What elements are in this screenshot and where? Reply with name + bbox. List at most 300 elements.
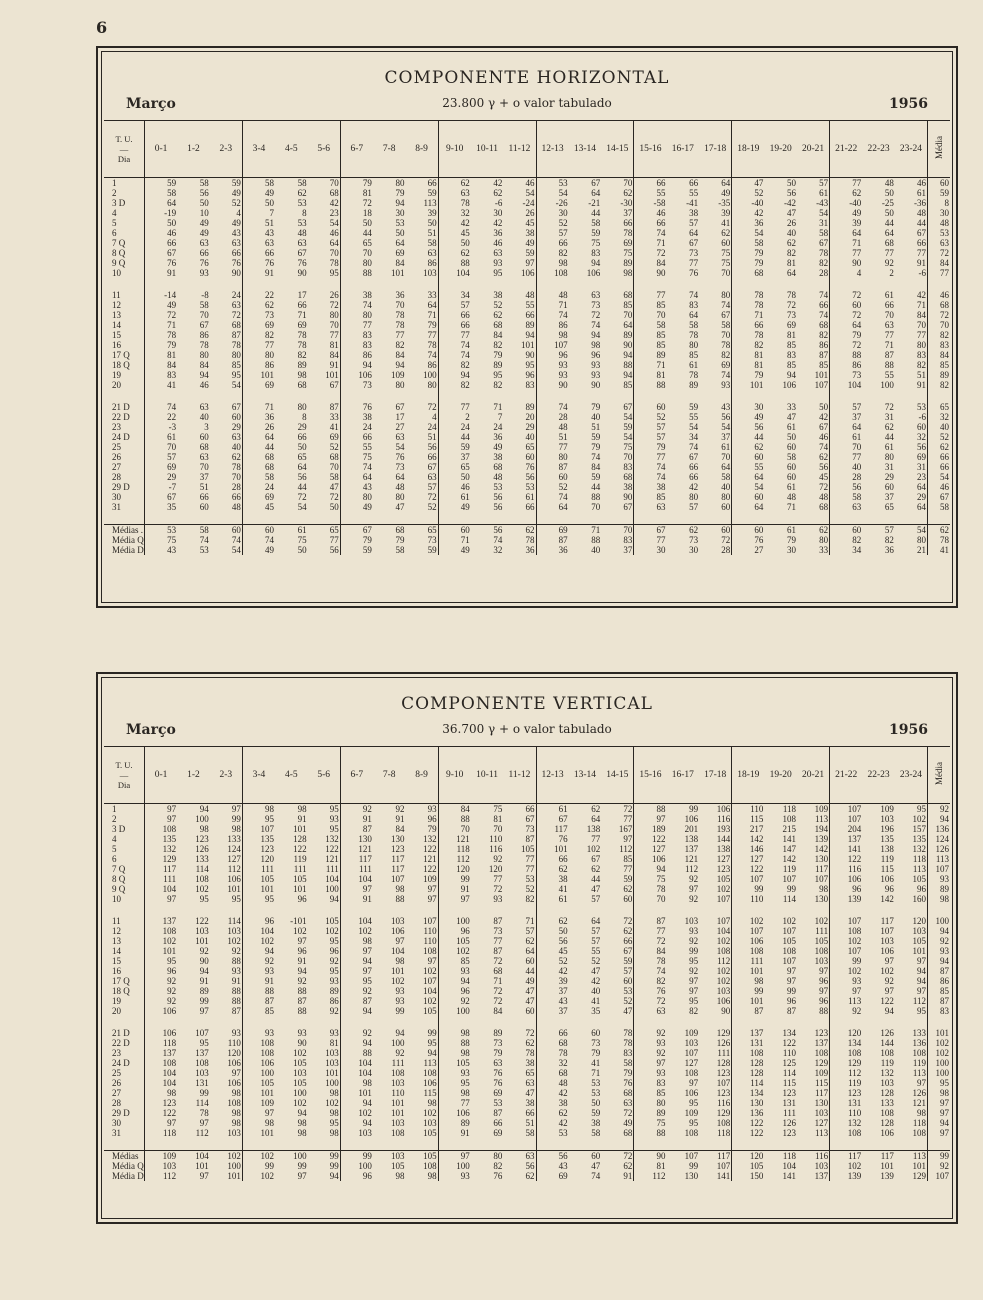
cell-value: 80	[340, 258, 373, 268]
cell-value: 108	[782, 814, 796, 824]
cell-value: 95	[689, 996, 699, 1006]
cell-value: 47	[525, 986, 535, 996]
cell-value: 92	[634, 1028, 667, 1038]
day-label: 3 D	[104, 824, 145, 834]
cell-value: 29	[167, 472, 177, 482]
cell-value: 88	[438, 1038, 471, 1048]
cell-value: 81	[787, 330, 796, 340]
cell-value: 42	[732, 208, 765, 218]
cell-value: 119	[912, 1058, 926, 1068]
cell-value: 44	[591, 482, 601, 492]
cell-value: 93	[395, 996, 405, 1006]
cell-value: 74	[721, 300, 731, 310]
cell-value: 127	[684, 1058, 699, 1068]
cell-value: 62	[819, 452, 829, 462]
cell-value: 65	[525, 1068, 535, 1078]
cell-value: 31	[884, 462, 894, 472]
cell-value: 47	[591, 884, 601, 894]
spacer-cell	[634, 512, 667, 525]
cell-value: 108	[391, 1128, 405, 1138]
cell-value: 62	[732, 442, 765, 452]
cell-value: 81	[493, 814, 503, 824]
cell-value: 72	[340, 198, 373, 208]
cell-value: 78	[623, 1028, 633, 1038]
cell-value: 68	[329, 188, 339, 198]
cell-value: 82	[493, 340, 503, 350]
cell-value: 108	[242, 1038, 275, 1048]
cell-value: 58	[591, 218, 601, 228]
cell-value: 85	[623, 380, 633, 390]
spacer-cell	[438, 390, 471, 402]
cell-value: 105	[732, 1161, 765, 1171]
cell-value: 60	[623, 976, 633, 986]
cell-value: 61	[787, 482, 796, 492]
cell-value: 68	[536, 1038, 569, 1048]
cell-value: 80	[395, 178, 405, 188]
cell-value: 56	[732, 422, 765, 432]
cell-value: 94	[884, 1006, 894, 1016]
cell-value: 132	[830, 1118, 863, 1128]
vertical-header	[104, 674, 950, 747]
spacer-cell	[928, 512, 951, 525]
table-row	[104, 814, 950, 824]
cell-value: 103	[912, 926, 926, 936]
spacer-cell	[145, 278, 178, 290]
cell-value: 86	[329, 996, 339, 1006]
spacer-cell	[830, 278, 863, 290]
hour-header: 4-5	[275, 747, 308, 804]
cell-value: 70	[395, 300, 405, 310]
cell-value: 76	[199, 258, 209, 268]
spacer-cell	[667, 512, 700, 525]
cell-value: 92	[242, 956, 275, 966]
cell-value: 109	[423, 874, 437, 884]
cell-value: 50	[438, 238, 471, 248]
cell-value: 131	[782, 1098, 796, 1108]
cell-value: 57	[536, 228, 569, 238]
cell-value: 86	[928, 976, 951, 986]
cell-value: 100	[391, 1038, 405, 1048]
spacer-cell	[830, 904, 863, 916]
day-label: 26	[104, 1078, 145, 1088]
cell-value: 118	[162, 1128, 177, 1138]
cell-value: 102	[340, 1108, 373, 1118]
cell-value: 63	[591, 290, 601, 300]
table-row	[104, 248, 950, 258]
hour-header: 21-22	[830, 747, 863, 804]
cell-value: 73	[340, 380, 373, 390]
cell-value: 150	[732, 1171, 765, 1181]
cell-value: 96	[787, 996, 796, 1006]
cell-value: 67	[199, 320, 209, 330]
cell-value: 44	[297, 482, 307, 492]
spacer-cell	[340, 1016, 373, 1028]
cell-value: 118	[717, 1128, 731, 1138]
day-label: 7 Q	[104, 864, 145, 874]
spacer-cell	[536, 1016, 569, 1028]
cell-value: 59	[340, 545, 373, 555]
cell-value: 96	[884, 884, 894, 894]
cell-value: 94	[242, 946, 275, 956]
cell-value: 95	[493, 370, 503, 380]
cell-value: 84	[395, 350, 405, 360]
cell-value: 204	[830, 824, 863, 834]
cell-value: 57	[689, 218, 699, 228]
cell-value: 106	[782, 380, 796, 390]
cell-value: 77	[493, 936, 503, 946]
cell-value: 56	[830, 482, 863, 492]
cell-value: 44	[732, 432, 765, 442]
cell-value: 99	[395, 1006, 405, 1016]
cell-value: 118	[764, 1151, 797, 1162]
spacer-cell	[503, 390, 536, 402]
day-label: 16	[104, 966, 145, 976]
cell-value: 122	[423, 864, 437, 874]
cell-value: 93	[493, 258, 503, 268]
cell-value: 72	[928, 310, 951, 320]
cell-value: 58	[689, 320, 699, 330]
spacer-cell	[145, 390, 178, 402]
cell-value: 74	[167, 402, 177, 412]
cell-value: 70	[623, 452, 633, 462]
cell-value: 106	[242, 1058, 275, 1068]
cell-value: 107	[928, 864, 951, 874]
cell-value: 58	[199, 300, 209, 310]
cell-value: 102	[830, 936, 863, 946]
cell-value: 52	[623, 996, 633, 1006]
cell-value: 103	[684, 1038, 699, 1048]
cell-value: 95	[917, 1006, 926, 1016]
cell-value: 59	[591, 472, 601, 482]
spacer-cell	[601, 390, 634, 402]
cell-value: 24	[438, 422, 471, 432]
spacer-cell	[104, 278, 145, 290]
cell-value: 69	[623, 238, 633, 248]
cell-value: 79	[427, 824, 437, 834]
cell-value: 135	[242, 834, 275, 844]
cell-value: 43	[167, 545, 177, 555]
cell-value: 90	[297, 1038, 307, 1048]
cell-value: 99	[438, 874, 471, 884]
cell-value: 58	[427, 238, 437, 248]
cell-value: 91	[438, 884, 471, 894]
spacer-cell	[145, 1138, 178, 1151]
cell-value: 62	[242, 300, 275, 310]
cell-value: 67	[525, 814, 535, 824]
cell-value: 22	[167, 412, 177, 422]
day-label: 9 Q	[104, 884, 145, 894]
cell-value: 77	[634, 452, 667, 462]
cell-value: 62	[438, 178, 471, 189]
cell-value: 57	[623, 966, 633, 976]
spacer-cell	[862, 512, 895, 525]
cell-value: -101	[290, 916, 307, 926]
cell-value: 92	[830, 1006, 863, 1016]
cell-value: 137	[814, 1038, 829, 1048]
cell-value: 78	[623, 1038, 633, 1048]
cell-value: 89	[493, 1028, 503, 1038]
cell-value: 68	[819, 320, 829, 330]
cell-value: 49	[199, 228, 209, 238]
cell-value: 92	[928, 1161, 951, 1171]
cell-value: 87	[928, 966, 951, 976]
cell-value: 58	[721, 320, 731, 330]
cell-value: 44	[917, 218, 926, 228]
cell-value: 89	[329, 986, 339, 996]
cell-value: 47	[395, 502, 405, 512]
table-row	[104, 1098, 950, 1108]
cell-value: 135	[912, 834, 926, 844]
spacer-cell	[732, 1138, 765, 1151]
cell-value: 112	[195, 1128, 209, 1138]
cell-value: 64	[830, 320, 863, 330]
cell-value: 102	[162, 936, 177, 946]
cell-value: 76	[623, 1078, 633, 1088]
cell-value: 67	[329, 380, 339, 390]
cell-value: 63	[199, 238, 209, 248]
table-row	[104, 300, 950, 310]
cell-value: 78	[634, 956, 667, 966]
cell-value: 101	[242, 884, 275, 894]
cell-value: 123	[716, 1088, 731, 1098]
average-row	[104, 1151, 950, 1162]
cell-value: 50	[438, 472, 471, 482]
cell-value: 97	[634, 1058, 667, 1068]
day-label: 21 D	[104, 402, 145, 412]
cell-value: 73	[787, 310, 796, 320]
cell-value: 137	[162, 1048, 177, 1058]
table-row	[104, 1118, 950, 1128]
cell-value: 114	[732, 1078, 765, 1088]
cell-value: 62	[438, 248, 471, 258]
cell-value: 30	[928, 208, 951, 218]
cell-value: 64	[732, 472, 765, 482]
cell-value: 82	[917, 360, 926, 370]
cell-value: 70	[231, 472, 241, 482]
hour-header: 6-7	[340, 121, 373, 178]
cell-value: 75	[634, 1118, 667, 1128]
cell-value: 91	[297, 956, 307, 966]
cell-value: 38	[536, 874, 569, 884]
table-row	[104, 956, 950, 966]
cell-value: 35	[167, 502, 177, 512]
cell-value: 121	[438, 834, 471, 844]
day-label: 25	[104, 1068, 145, 1078]
cell-value: 97	[231, 1068, 241, 1078]
spacer-cell	[862, 278, 895, 290]
cell-value: 39	[721, 208, 731, 218]
cell-value: 57	[819, 178, 829, 188]
cell-value: -6	[918, 412, 926, 422]
cell-value: 101	[325, 370, 339, 380]
cell-value: 70	[830, 442, 863, 452]
cell-value: 63	[242, 238, 275, 248]
hour-header: 19-20	[764, 747, 797, 804]
cell-value: 50	[329, 502, 339, 512]
cell-value: 2	[889, 268, 894, 278]
cell-value: 55	[340, 442, 373, 452]
cell-value: 91	[395, 814, 405, 824]
cell-value: 108	[162, 926, 177, 936]
cell-value: 94	[329, 894, 339, 904]
cell-value: 62	[536, 864, 569, 874]
cell-value: 95	[917, 804, 926, 814]
spacer-row	[104, 904, 950, 916]
cell-value: 102	[830, 966, 863, 976]
cell-value: 111	[783, 1108, 796, 1118]
cell-value: 80	[471, 1151, 504, 1162]
cell-value: 88	[634, 804, 667, 815]
cell-value: 58	[787, 452, 796, 462]
cell-value: 82	[493, 1161, 503, 1171]
media-header	[928, 747, 951, 804]
cell-value: 83	[340, 330, 373, 340]
cell-value: 73	[242, 310, 275, 320]
cell-value: 92	[340, 986, 373, 996]
cell-value: 101	[732, 380, 765, 390]
cell-value: 105	[423, 1128, 437, 1138]
cell-value: 49	[493, 442, 503, 452]
cell-value: 98	[819, 884, 829, 894]
cell-value: 79	[591, 402, 601, 412]
cell-value: 8	[302, 208, 307, 218]
cell-value: -30	[620, 198, 633, 208]
cell-value: 87	[536, 535, 569, 545]
cell-value: 70	[623, 178, 633, 188]
cell-value: 99	[787, 986, 796, 996]
cell-value: 36	[732, 218, 765, 228]
cell-value: 80	[884, 452, 894, 462]
cell-value: 111	[815, 926, 829, 936]
cell-value: 97	[623, 834, 633, 844]
cell-value: 113	[814, 814, 829, 824]
cell-value: 54	[732, 228, 765, 238]
cell-value: 102	[423, 966, 437, 976]
cell-value: 98	[242, 1118, 275, 1128]
cell-value: 64	[689, 310, 699, 320]
cell-value: 79	[427, 320, 437, 330]
day-label: 15	[104, 330, 145, 340]
cell-value: 42	[591, 976, 601, 986]
cell-value: 117	[814, 864, 829, 874]
cell-value: 56	[787, 188, 796, 198]
day-label: 12	[104, 300, 145, 310]
cell-value: 60	[634, 402, 667, 412]
cell-value: 115	[814, 1078, 829, 1088]
cell-value: 48	[819, 492, 829, 502]
cell-value: 102	[716, 966, 731, 976]
cell-value: 101	[242, 1128, 275, 1138]
cell-value: 55	[634, 188, 667, 198]
cell-value: 93	[297, 1028, 307, 1038]
day-label: Médias	[104, 1151, 145, 1162]
cell-value: 122	[162, 1108, 177, 1118]
cell-value: 94	[340, 1118, 373, 1128]
cell-value: 92	[297, 976, 307, 986]
cell-value: 111	[717, 1048, 731, 1058]
cell-value: 98	[329, 1128, 339, 1138]
cell-value: 74	[199, 535, 209, 545]
cell-value: 94	[340, 1098, 373, 1108]
cell-value: 59	[438, 442, 471, 452]
cell-value: 95	[928, 1078, 951, 1088]
cell-value: 57	[438, 300, 471, 310]
cell-value: 122	[195, 916, 209, 926]
cell-value: 77	[634, 535, 667, 545]
cell-value: 116	[717, 1098, 731, 1108]
cell-value: 78	[689, 330, 699, 340]
cell-value: 77	[830, 178, 863, 189]
cell-value: 65	[884, 502, 894, 512]
cell-value: 97	[242, 1108, 275, 1118]
table-row	[104, 1006, 950, 1016]
cell-value: 72	[167, 310, 177, 320]
horizontal-component-panel	[96, 46, 958, 608]
cell-value: 137	[684, 844, 699, 854]
cell-value: 124	[227, 844, 241, 854]
cell-value: 53	[928, 228, 951, 238]
table-row	[104, 1038, 950, 1048]
cell-value: 83	[917, 350, 926, 360]
cell-value: 107	[195, 1028, 209, 1038]
spacer-cell	[104, 1138, 145, 1151]
spacer-cell	[797, 904, 830, 916]
cell-value: 108	[391, 1068, 405, 1078]
cell-value: 70	[634, 894, 667, 904]
cell-value: 127	[227, 854, 241, 864]
cell-value: 42	[819, 412, 829, 422]
cell-value: 75	[167, 535, 177, 545]
cell-value: 97	[917, 986, 926, 996]
cell-value: 80	[689, 340, 699, 350]
spacer-cell	[308, 1016, 341, 1028]
cell-value: 107	[782, 874, 796, 884]
cell-value: 133	[195, 854, 209, 864]
cell-value: 106	[162, 1006, 177, 1016]
cell-value: 59	[591, 1108, 601, 1118]
cell-value: 77	[438, 330, 471, 340]
cell-value: 107	[880, 926, 894, 936]
spacer-cell	[145, 904, 178, 916]
cell-value: 138	[880, 844, 894, 854]
cell-value: 64	[427, 300, 437, 310]
cell-value: 71	[569, 525, 602, 536]
cell-value: 100	[928, 916, 951, 926]
cell-value: 62	[787, 238, 796, 248]
day-label: 28	[104, 472, 145, 482]
spacer-cell	[928, 1016, 951, 1028]
cell-value: -40	[732, 198, 765, 208]
cell-value: 79	[340, 535, 373, 545]
cell-value: 66	[199, 248, 209, 258]
cell-value: 124	[928, 834, 951, 844]
cell-value: 91	[917, 258, 926, 268]
cell-value: 105	[438, 1058, 471, 1068]
day-label: 23	[104, 1048, 145, 1058]
cell-value: 83	[787, 350, 796, 360]
cell-value: 47	[787, 412, 796, 422]
cell-value: 62	[721, 228, 731, 238]
spacer-cell	[862, 1138, 895, 1151]
cell-value: 10	[199, 208, 209, 218]
cell-value: 85	[438, 956, 471, 966]
cell-value: 72	[819, 482, 829, 492]
cell-value: 102	[716, 884, 731, 894]
cell-value: 123	[782, 1088, 796, 1098]
cell-value: 97	[928, 1098, 951, 1108]
hour-header: 8-9	[406, 121, 439, 178]
cell-value: 24	[340, 422, 373, 432]
